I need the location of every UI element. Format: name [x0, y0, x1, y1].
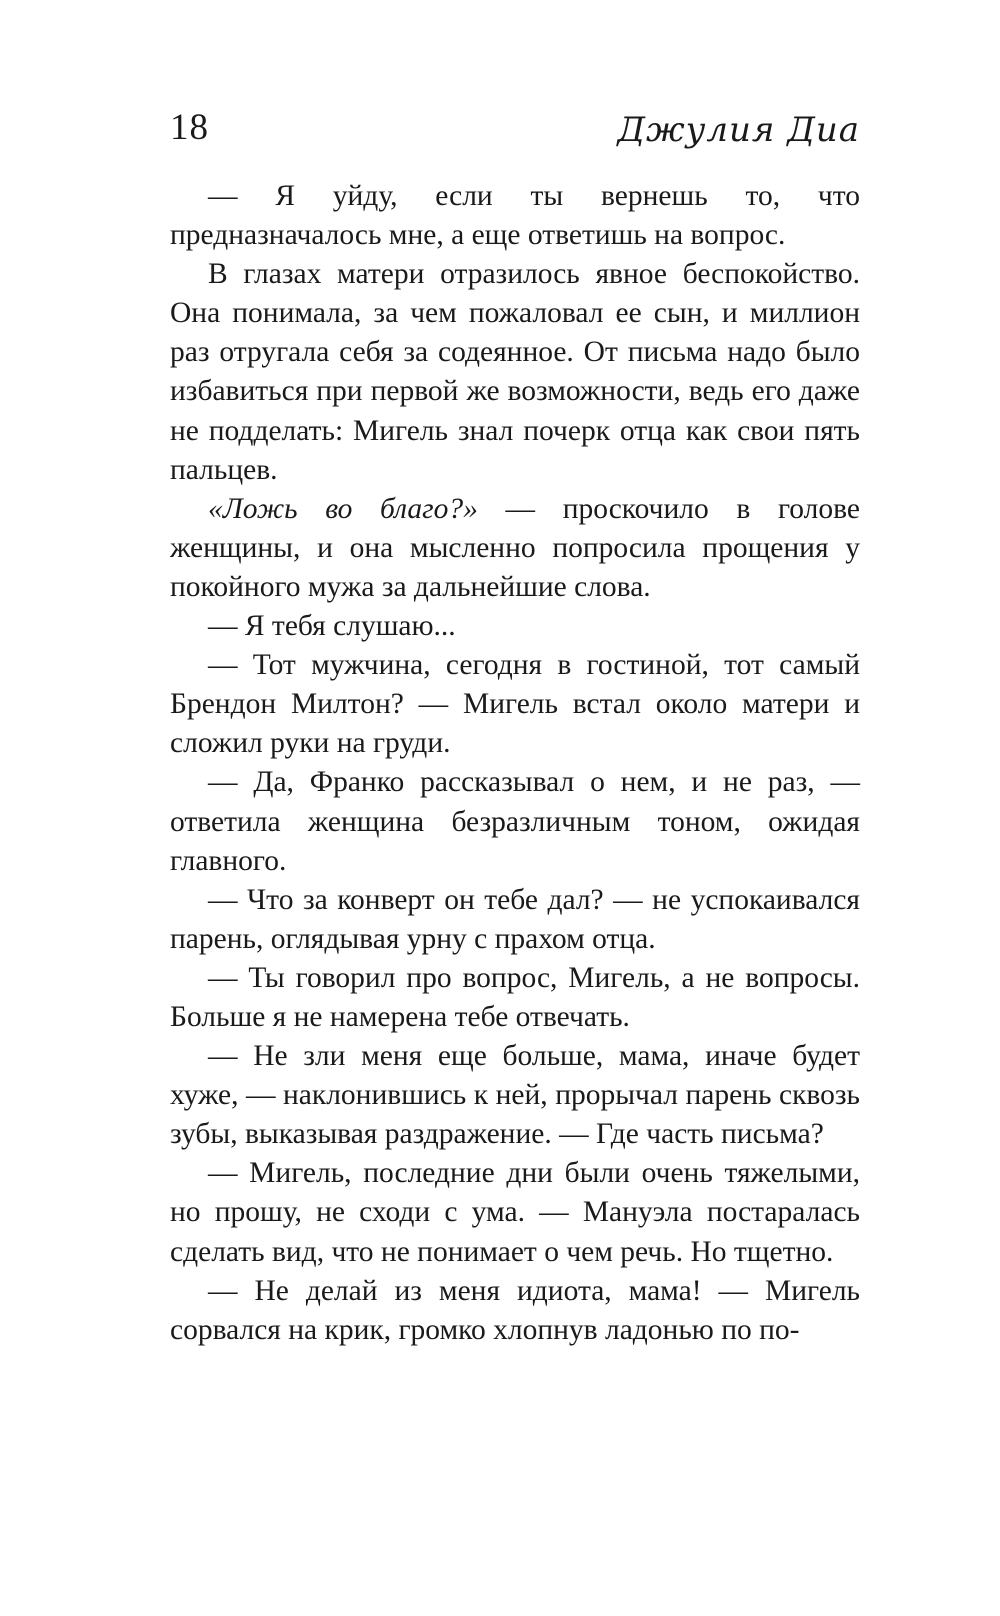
- paragraph: [170, 763, 860, 880]
- page-header: [170, 104, 860, 164]
- paragraph-text: — Тот мужчина, сегодня в гостиной, тот самый Брендон Милтон? — Мигель встал около матери и сложил руки на груди.: [170, 649, 860, 760]
- running-head-author: Джулия Диа: [617, 110, 860, 150]
- page-number: 18: [170, 107, 209, 148]
- paragraph-text: — Не зли меня еще больше, мама, иначе будет хуже, — наклонившись к ней, прорычал парень сквозь зубы, выказывая раздражение. — Где часть письма?: [170, 1040, 860, 1151]
- paragraph-text: — Да, Франко рассказывал о нем, и не раз, — ответила женщина безразличным тоном, ожидая главного.: [170, 766, 860, 877]
- paragraph-text: — Не делай из меня идиота, мама! — Мигель сорвался на крик, громко хлопнув ладонью по по-: [170, 1274, 860, 1346]
- paragraph: [170, 607, 860, 646]
- paragraph: [170, 1272, 860, 1350]
- paragraph-text: — проскочило в голове женщины, и она мысленно попросила прощения у покойного мужа за дальнейшие слова.: [170, 492, 860, 603]
- paragraph-text: — Мигель, последние дни были очень тяжелыми, но прошу, не сходи с ума. — Мануэла постаралась сделать вид, что не понимает о чем речь. Но тщетно.: [170, 1157, 860, 1268]
- paragraph-text: — Я тебя слушаю...: [208, 610, 456, 643]
- paragraph: [170, 490, 860, 607]
- paragraph: [170, 255, 860, 490]
- paragraph: [170, 959, 860, 1037]
- paragraph-text: В глазах матери отразилось явное беспокойство. Она понимала, за чем пожаловал ее сын, и миллион раз отругала себя за содеянное. От письма надо было избавиться при первой же возможности, ведь его даже не подделать: Мигель знал почерк отца как свои пять пальцев.: [170, 258, 860, 486]
- paragraph-text: — Ты говорил про вопрос, Мигель, а не вопросы. Больше я не намерена тебе отвечать.: [170, 961, 860, 1033]
- paragraph: [170, 646, 860, 763]
- paragraph: [170, 881, 860, 959]
- paragraph-lead: «Ложь во благо?»: [208, 492, 478, 525]
- paragraph-text: — Что за конверт он тебе дал? — не успокаивался парень, оглядывая урну с прахом отца.: [170, 883, 860, 955]
- paragraph: [170, 177, 860, 255]
- body-text: [170, 177, 860, 1350]
- paragraph: [170, 1037, 860, 1154]
- paragraph: [170, 1154, 860, 1271]
- paragraph-text: — Я уйду, если ты вернешь то, что предназначалось мне, а еще ответишь на вопрос.: [170, 180, 860, 252]
